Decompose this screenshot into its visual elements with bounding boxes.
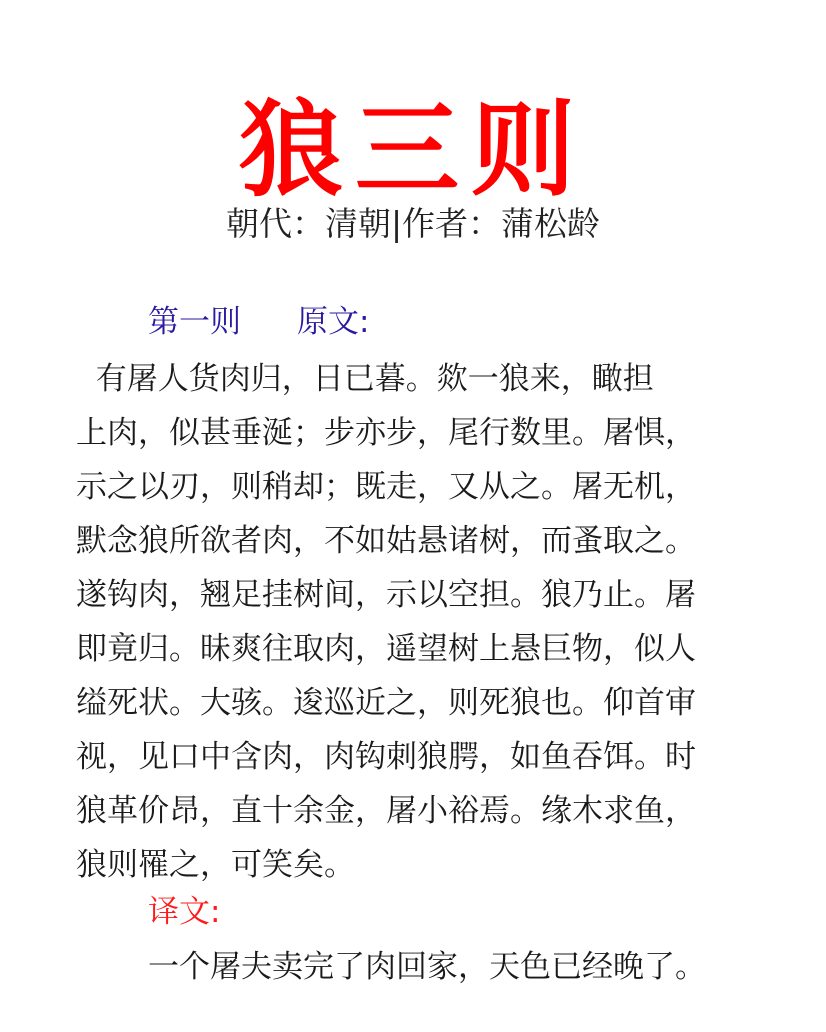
original-text-line: 默念狼所欲者肉，不如姑悬诸树，而蚤取之。 — [76, 523, 696, 559]
author-dynasty-line: 朝代：清朝|作者：蒲松龄 — [225, 204, 601, 243]
translation-label: 译文: — [148, 894, 221, 930]
section-heading — [148, 300, 369, 344]
original-text-label: 原文: — [297, 304, 370, 340]
original-text-line: 上肉，似甚垂涎；步亦步，尾行数里。屠惧， — [76, 415, 696, 451]
original-text-line: 视，见口中含肉，肉钩刺狼腭，如鱼吞饵。时 — [76, 739, 696, 775]
section-number-label: 第一则 — [148, 304, 241, 340]
original-text-line: 遂钩肉，翘足挂树间，示以空担。狼乃止。屠 — [76, 577, 696, 613]
original-text-line: 即竟归。昧爽往取肉，遥望树上悬巨物，似人 — [76, 631, 696, 667]
original-text-line: 狼则罹之，可笑矣。 — [76, 847, 355, 883]
original-text-line: 有屠人货肉归，日已暮。欻一狼来，瞰担 — [76, 361, 654, 397]
original-text-block — [76, 352, 756, 892]
page-title: 狼三则 — [238, 89, 587, 211]
original-text-line: 狼革价昂，直十余金，屠小裕焉。缘木求鱼， — [76, 793, 696, 829]
translation-text-line: 一个屠夫卖完了肉回家，天色已经晚了。 — [148, 949, 706, 985]
original-text-line: 缢死状。大骇。逡巡近之，则死狼也。仰首审 — [76, 685, 696, 721]
original-text-line: 示之以刃，则稍却；既走，又从之。屠无机， — [76, 469, 696, 505]
